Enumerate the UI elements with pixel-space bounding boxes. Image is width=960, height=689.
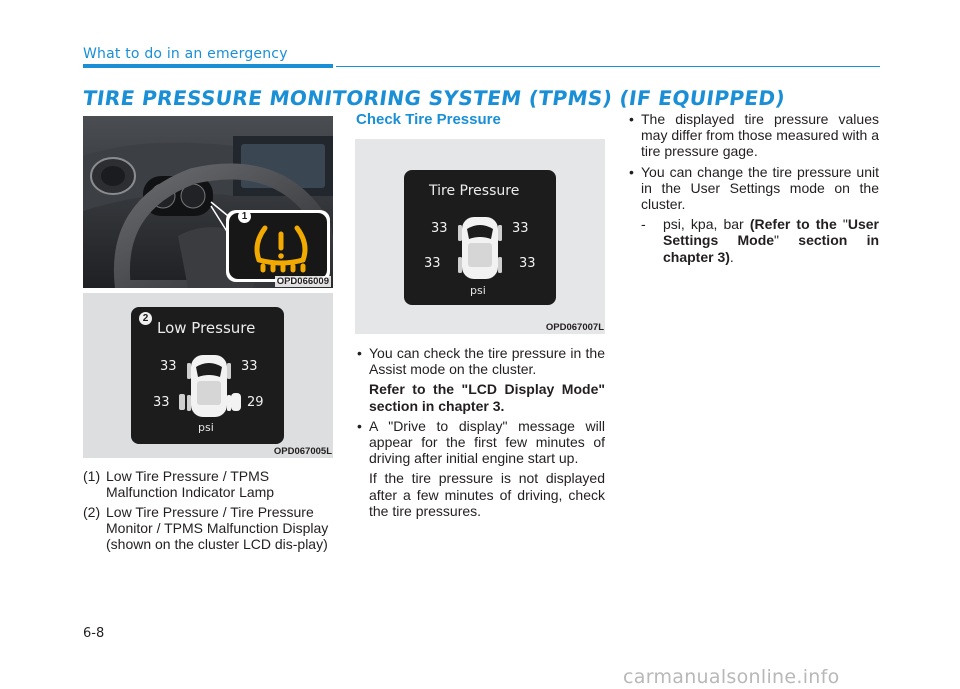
bullet-dot: • bbox=[357, 417, 362, 434]
caption-1 bbox=[83, 468, 333, 500]
figure-code: OPD067005L bbox=[273, 446, 332, 457]
reference-part-1: (Refer to the bbox=[749, 216, 843, 233]
right-bullets bbox=[627, 111, 879, 265]
page-number: 6-8 bbox=[83, 626, 105, 641]
dashboard-photo bbox=[83, 116, 333, 288]
header-bar-thin bbox=[336, 66, 880, 68]
bullet-dot: • bbox=[629, 163, 634, 180]
bullet-item bbox=[355, 345, 605, 377]
subsection-title: Check Tire Pressure bbox=[356, 111, 501, 128]
figure-code: OPD066009 bbox=[276, 276, 329, 287]
caption-number: (1) bbox=[83, 468, 101, 484]
callout-2-badge: 2 bbox=[139, 312, 152, 325]
quote-close: " bbox=[774, 232, 780, 249]
watermark: carmanualsonline.info bbox=[623, 666, 840, 688]
page-title: TIRE PRESSURE MONITORING SYSTEM (TPMS) (IF EQUIPPED) bbox=[81, 86, 787, 110]
bullet-item bbox=[627, 164, 879, 213]
bullet-dot: • bbox=[629, 111, 634, 127]
callout-1-badge: 1 bbox=[238, 210, 251, 223]
low-pressure-display bbox=[131, 307, 284, 444]
figure-code: OPD067007L bbox=[545, 322, 604, 333]
middle-bullets bbox=[355, 345, 605, 523]
car-top-view-icon bbox=[187, 353, 231, 419]
bullet-dot: • bbox=[357, 345, 362, 361]
header-bar-thick bbox=[83, 64, 333, 68]
bullet-continuation: If the tire pressure is not displayed after a few minutes of driving, check the tire pressures. bbox=[369, 470, 605, 519]
tire-pressure-display bbox=[404, 170, 556, 305]
bullet-reference: Refer to the "LCD Display Mode" section in chapter 3. bbox=[369, 381, 605, 414]
caption-text: Low Tire Pressure / TPMS Malfunction Indicator Lamp bbox=[106, 468, 275, 500]
bullet-text: You can check the tire pressure in the Assist mode on the cluster. bbox=[369, 345, 605, 378]
bullet-text: The displayed tire pressure values may differ from those measured with a tire pressure gage. bbox=[641, 111, 879, 160]
rear-left-tire-icon bbox=[175, 393, 189, 411]
section-header: What to do in an emergency bbox=[83, 46, 288, 62]
rear-right-pressure: 29 bbox=[247, 395, 264, 410]
pressure-unit: psi bbox=[198, 421, 214, 434]
bullet-item bbox=[627, 111, 879, 160]
dash-mark: - bbox=[641, 216, 646, 233]
reference-end: . bbox=[729, 248, 734, 265]
front-right-pressure: 33 bbox=[512, 221, 529, 236]
display-title: Low Pressure bbox=[157, 319, 256, 337]
figure-captions bbox=[83, 468, 333, 556]
display-title: Tire Pressure bbox=[429, 183, 520, 199]
front-right-pressure: 33 bbox=[241, 359, 258, 374]
caption-text: Low Tire Pressure / Tire Pressure Monitor / TPMS Malfunction Display (shown on the cluster LCD dis-play) bbox=[106, 504, 329, 552]
dashboard-illustration bbox=[83, 116, 333, 288]
unit-options-item bbox=[641, 216, 879, 265]
car-top-view-icon bbox=[458, 215, 502, 281]
rear-right-pressure: 33 bbox=[519, 256, 536, 271]
bullet-text: A "Drive to display" message will appear for the first few minutes of driving after initial engine start up. bbox=[369, 417, 605, 467]
front-left-pressure: 33 bbox=[160, 359, 177, 374]
rear-left-pressure: 33 bbox=[424, 256, 441, 271]
rear-right-low-tire-icon bbox=[229, 393, 243, 411]
caption-number: (2) bbox=[83, 504, 101, 520]
bullet-text: You can change the tire pressure unit in the User Settings mode on the cluster. bbox=[641, 163, 879, 213]
low-pressure-figure bbox=[83, 293, 333, 458]
caption-2 bbox=[83, 504, 333, 552]
bullet-item bbox=[355, 418, 605, 467]
reference-part-2: User Settings Mode bbox=[663, 216, 879, 249]
reference-part-3: section in chapter 3) bbox=[663, 232, 880, 265]
quote-open: " bbox=[842, 216, 848, 233]
tire-pressure-figure bbox=[355, 139, 605, 334]
front-left-pressure: 33 bbox=[431, 221, 448, 236]
rear-left-pressure: 33 bbox=[153, 395, 170, 410]
unit-options: psi, kpa, bar bbox=[663, 216, 750, 233]
pressure-unit: psi bbox=[470, 284, 486, 297]
